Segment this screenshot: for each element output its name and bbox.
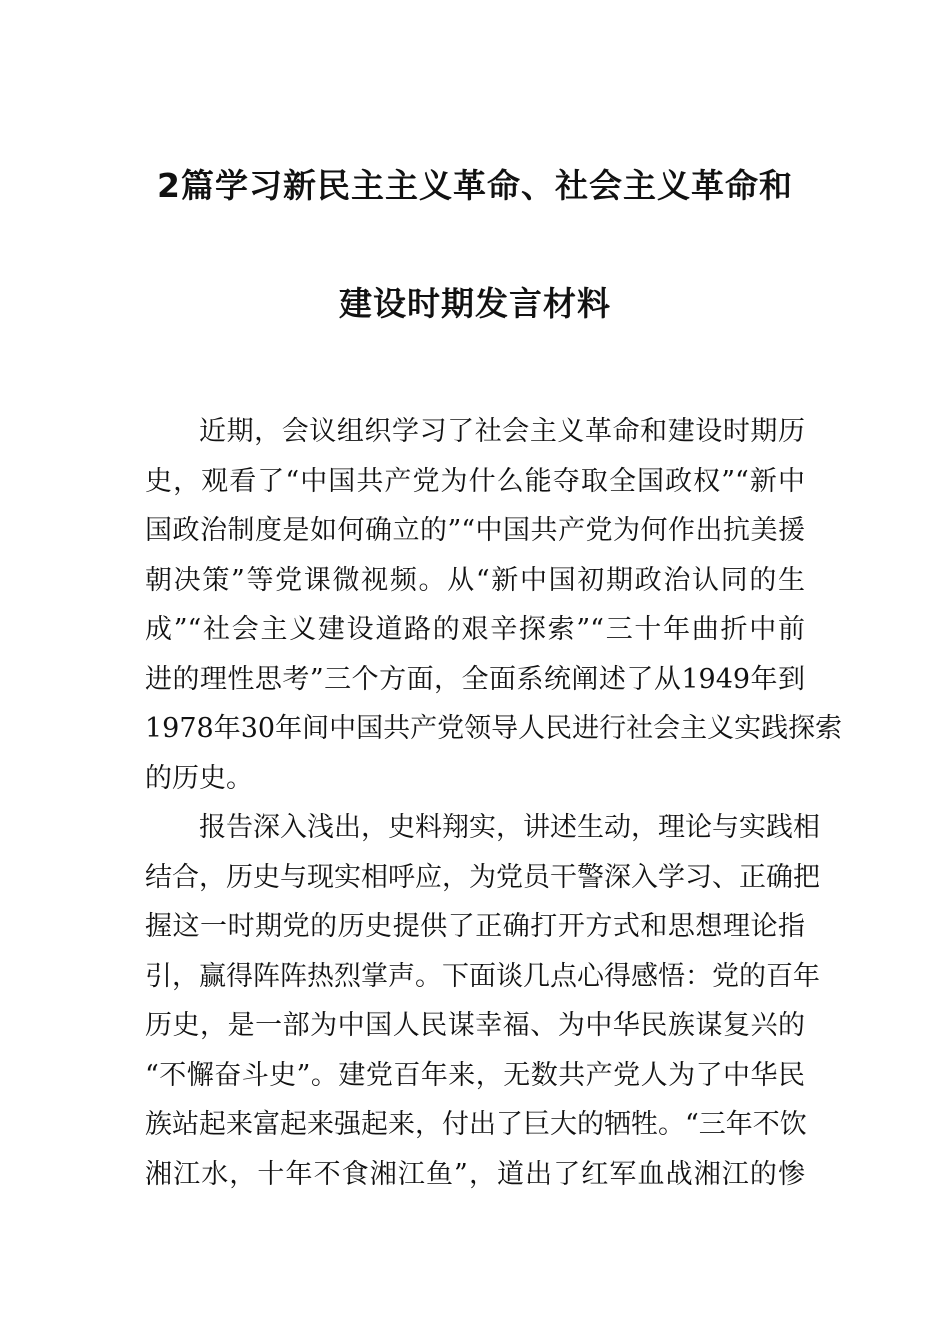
paragraph-line: “不懈奋斗史”。建党百年来，无数共产党人为了中华民 <box>145 1059 805 1091</box>
paragraph-line: 结合，历史与现实相呼应，为党员干警深入学习、正确把 <box>145 861 820 893</box>
paragraph-2 <box>145 803 820 1199</box>
paragraph-line: 报告深入浅出，史料翔实，讲述生动，理论与实践相 <box>199 812 820 843</box>
paragraph-line: 国政治制度是如何确立的”“中国共产党为何作出抗美援 <box>145 515 805 546</box>
paragraph-line: 近期，会议组织学习了社会主义革命和建设时期历 <box>199 416 805 447</box>
paragraph-line: 的历史。 <box>145 762 253 794</box>
document-title-line-2: 建设时期发言材料 <box>339 284 611 323</box>
paragraph-line: 握这一时期党的历史提供了正确打开方式和思想理论指 <box>145 911 805 942</box>
paragraph-line: 成”“社会主义建设道路的艰辛探索”“三十年曲折中前 <box>145 614 805 645</box>
document-title-line-1: 2篇学习新民主主义革命、社会主义革命和 <box>157 166 793 205</box>
paragraph-line: 史，观看了“中国共产党为什么能夺取全国政权”“新中 <box>145 465 805 497</box>
paragraph-line: 进的理性思考”三个方面，全面系统阐述了从1949年到 <box>145 663 805 695</box>
paragraph-line: 族站起来富起来强起来，付出了巨大的牺牲。“三年不饮 <box>145 1109 807 1140</box>
paragraph-line: 历史，是一部为中国人民谋幸福、为中华民族谋复兴的 <box>145 1010 805 1041</box>
paragraph-1 <box>145 407 843 803</box>
paragraph-line: 引，赢得阵阵热烈掌声。下面谈几点心得感悟：党的百年 <box>145 960 820 992</box>
paragraph-line: 湘江水，十年不食湘江鱼”，道出了红军血战湘江的惨 <box>145 1158 805 1190</box>
paragraph-line: 1978年30年间中国共产党领导人民进行社会主义实践探索 <box>145 713 843 744</box>
paragraph-line: 朝决策”等党课微视频。从“新中国初期政治认同的生 <box>145 564 805 596</box>
